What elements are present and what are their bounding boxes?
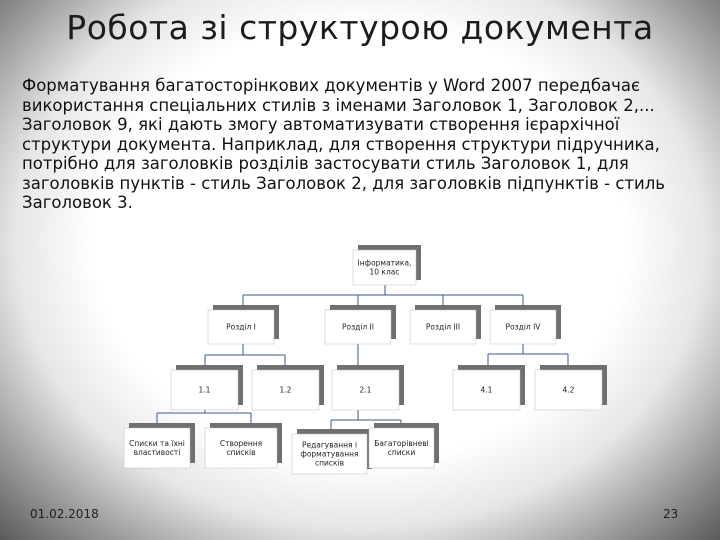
diagram-nodes (124, 245, 607, 474)
node-label: Розділ ІІ (342, 322, 374, 332)
node-label: Багаторівневі (374, 439, 429, 448)
slide-page-number: 23 (663, 507, 679, 521)
node-label: 1.2 (279, 385, 292, 395)
body-paragraph: Форматування багатосторінкових документів у Word 2007 передбачає використання спеціальних стилів з іменами Заголовок 1, Заголовок 2,... Заголовок 9, які дають змогу автоматизувати створення ієрархічної структури документа. Наприклад, для створення структури підручника, потрібно для заголовків розділів застосувати стиль Заголовок 1, для заголовків пунктів - стиль Заголовок 2, для заголовків підпунктів - стиль Заголовок 3. (22, 76, 666, 212)
node-label: списків (226, 448, 256, 457)
node-label: властивості (133, 448, 181, 457)
node-section (208, 305, 279, 344)
node-item (453, 365, 525, 410)
slide-title: Робота зі структурою документа (66, 8, 654, 47)
node-label: Розділ ІІІ (425, 322, 461, 332)
node-subitem (369, 423, 439, 468)
node-label: Створення (219, 439, 263, 448)
node-label: списки (387, 448, 416, 457)
node-root (353, 245, 421, 285)
node-subitem (124, 423, 195, 468)
node-label: Списки та їхні (129, 439, 185, 448)
slide-date: 01.02.2018 (30, 507, 99, 521)
node-label: 4.1 (480, 385, 493, 395)
node-label: Розділ ІV (505, 322, 541, 332)
node-label: Редагування і (301, 440, 358, 450)
node-subitem (205, 423, 282, 468)
node-item (252, 365, 324, 410)
node-label: Розділ І (226, 322, 256, 332)
node-item (171, 365, 243, 410)
node-label: 10 клас (369, 267, 400, 277)
node-label: Інформатика, (357, 258, 412, 268)
node-section (325, 305, 396, 344)
node-item (535, 365, 607, 410)
node-label: форматування (300, 449, 359, 459)
node-item (332, 365, 404, 410)
node-label: 1.1 (198, 385, 211, 395)
node-label: 2.1 (359, 385, 372, 395)
node-section (490, 305, 561, 344)
node-subitem (292, 429, 372, 474)
node-label: 4.2 (562, 385, 575, 395)
node-section (410, 305, 481, 344)
node-label: списків (314, 458, 345, 468)
